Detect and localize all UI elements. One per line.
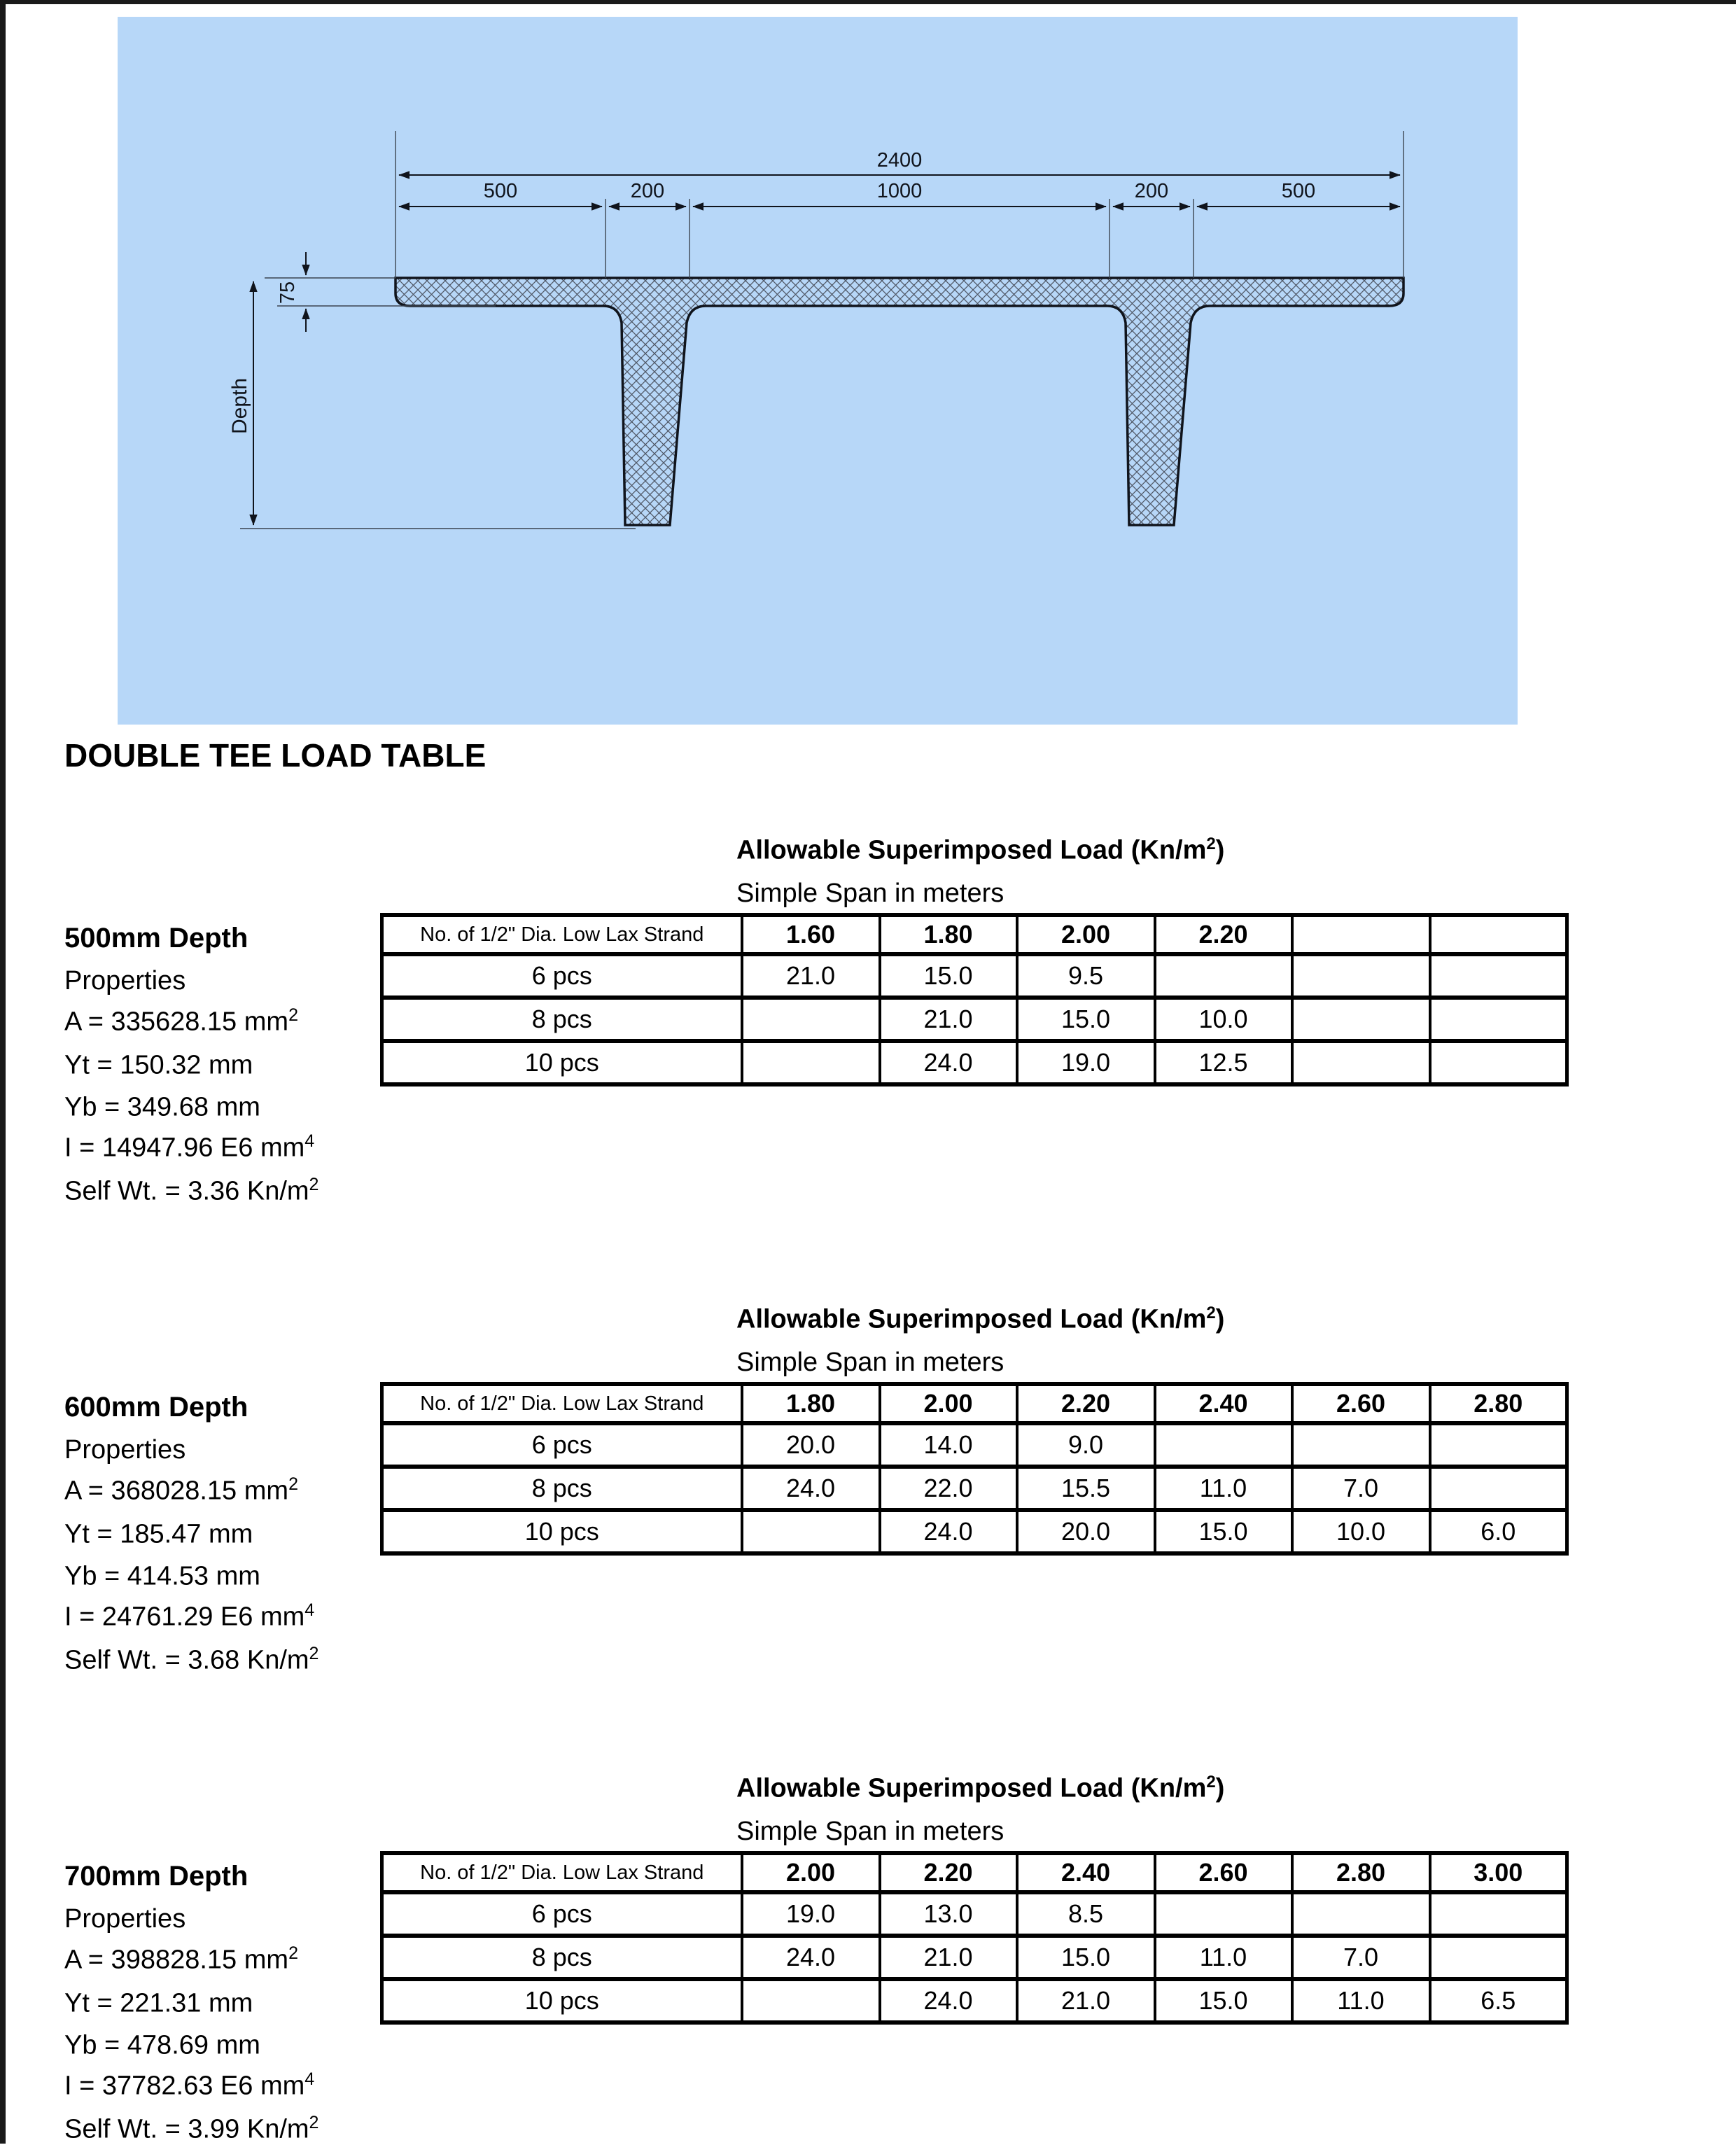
load-value-cell: 9.5 xyxy=(1017,954,1155,998)
span-length-header: 2.40 xyxy=(1155,1384,1292,1423)
load-value-cell: 20.0 xyxy=(742,1423,880,1467)
load-value-cell xyxy=(1292,1423,1430,1467)
property-text: I = 37782.63 E6 mm xyxy=(64,2071,305,2101)
property-text: Yb = 414.53 mm xyxy=(64,1561,260,1591)
properties-label: Properties xyxy=(64,1435,186,1465)
table-row xyxy=(382,1467,1567,1510)
property-sup: 4 xyxy=(304,2069,315,2089)
load-value-cell xyxy=(1292,1892,1430,1936)
dim-label-overhang-left: 500 xyxy=(483,180,518,202)
double-tee-cross-section-drawing xyxy=(118,17,1518,725)
load-heading-sup: 2 xyxy=(1206,834,1216,853)
property-line-inertia xyxy=(64,1600,314,1633)
load-value-cell: 24.0 xyxy=(880,1979,1017,2022)
span-length-header: 2.20 xyxy=(1017,1384,1155,1423)
table-header-row xyxy=(382,1853,1567,1892)
strand-count-cell: 8 pcs xyxy=(382,1467,742,1510)
load-value-cell: 21.0 xyxy=(742,954,880,998)
span-heading: Simple Span in meters xyxy=(736,1817,1004,1846)
load-heading-text: Allowable Superimposed Load (Kn/m xyxy=(736,1304,1207,1334)
load-value-cell: 10.0 xyxy=(1155,998,1292,1041)
load-value-cell: 6.5 xyxy=(1430,1979,1567,2022)
strand-count-cell: 8 pcs xyxy=(382,1936,742,1979)
load-value-cell: 12.5 xyxy=(1155,1041,1292,1084)
load-heading-sup: 2 xyxy=(1206,1773,1216,1791)
property-text: A = 335628.15 mm xyxy=(64,1007,289,1037)
load-table-500mm xyxy=(380,913,1569,1087)
load-value-cell: 21.0 xyxy=(880,1936,1017,1979)
load-heading-sup: 2 xyxy=(1206,1304,1216,1322)
table-row xyxy=(382,954,1567,998)
load-value-cell: 7.0 xyxy=(1292,1467,1430,1510)
span-heading: Simple Span in meters xyxy=(736,879,1004,908)
load-value-cell: 15.5 xyxy=(1017,1467,1155,1510)
property-line-inertia xyxy=(64,1131,314,1164)
property-line-inertia xyxy=(64,2069,314,2102)
span-length-header: 3.00 xyxy=(1430,1853,1567,1892)
load-value-cell: 19.0 xyxy=(742,1892,880,1936)
strand-count-cell: 8 pcs xyxy=(382,998,742,1041)
strand-count-cell: 10 pcs xyxy=(382,1041,742,1084)
load-heading-text: Allowable Superimposed Load (Kn/m xyxy=(736,1773,1207,1803)
load-heading-suffix: ) xyxy=(1215,835,1225,865)
strand-count-cell: 10 pcs xyxy=(382,1510,742,1553)
load-heading xyxy=(736,1773,1224,1804)
strand-count-cell: 6 pcs xyxy=(382,954,742,998)
property-text: I = 14947.96 E6 mm xyxy=(64,1133,305,1163)
load-value-cell: 20.0 xyxy=(1017,1510,1155,1553)
load-value-cell xyxy=(1430,1041,1567,1084)
property-text: Self Wt. = 3.68 Kn/m xyxy=(64,1645,309,1675)
property-text: I = 24761.29 E6 mm xyxy=(64,1602,305,1632)
span-length-header: 1.80 xyxy=(880,915,1017,954)
span-length-header: 2.20 xyxy=(1155,915,1292,954)
load-value-cell: 11.0 xyxy=(1155,1467,1292,1510)
load-value-cell xyxy=(1430,954,1567,998)
load-value-cell: 21.0 xyxy=(880,998,1017,1041)
property-text: Yt = 185.47 mm xyxy=(64,1519,253,1549)
property-line-yt xyxy=(64,1518,253,1550)
load-value-cell: 10.0 xyxy=(1292,1510,1430,1553)
depth-title: 500mm Depth xyxy=(64,923,248,953)
strand-count-cell: 10 pcs xyxy=(382,1979,742,2022)
load-value-cell: 9.0 xyxy=(1017,1423,1155,1467)
span-length-header: 2.60 xyxy=(1292,1384,1430,1423)
drawing-panel xyxy=(118,17,1518,725)
load-value-cell: 8.5 xyxy=(1017,1892,1155,1936)
load-value-cell xyxy=(1155,954,1292,998)
property-sup: 2 xyxy=(288,1943,298,1963)
property-line-yb xyxy=(64,1560,260,1592)
strand-count-cell: 6 pcs xyxy=(382,1892,742,1936)
load-value-cell: 24.0 xyxy=(880,1510,1017,1553)
load-value-cell xyxy=(1292,1041,1430,1084)
span-length-header: 1.80 xyxy=(742,1384,880,1423)
strand-count-cell: 6 pcs xyxy=(382,1423,742,1467)
properties-label: Properties xyxy=(64,1904,186,1934)
page-title: DOUBLE TEE LOAD TABLE xyxy=(64,737,486,774)
table-row xyxy=(382,1979,1567,2022)
span-length-header: 2.00 xyxy=(742,1853,880,1892)
load-value-cell xyxy=(1430,998,1567,1041)
span-length-header: 2.00 xyxy=(880,1384,1017,1423)
tee-shape xyxy=(396,278,1404,525)
property-text: A = 368028.15 mm xyxy=(64,1476,289,1506)
span-length-header: 1.60 xyxy=(742,915,880,954)
dim-label-flange-thickness: 75 xyxy=(276,281,299,305)
load-value-cell xyxy=(742,1979,880,2022)
span-length-header: 2.40 xyxy=(1017,1853,1155,1892)
properties-label: Properties xyxy=(64,966,186,995)
load-value-cell: 14.0 xyxy=(880,1423,1017,1467)
load-value-cell: 19.0 xyxy=(1017,1041,1155,1084)
span-length-header: 2.80 xyxy=(1292,1853,1430,1892)
span-length-header: 2.60 xyxy=(1155,1853,1292,1892)
table-row xyxy=(382,1936,1567,1979)
span-length-header: 2.20 xyxy=(880,1853,1017,1892)
span-length-header xyxy=(1430,915,1567,954)
load-value-cell: 15.0 xyxy=(1155,1510,1292,1553)
load-heading-suffix: ) xyxy=(1215,1304,1225,1334)
extension-lines xyxy=(240,131,1404,529)
table-row xyxy=(382,1041,1567,1084)
dim-label-leg-left: 200 xyxy=(630,180,665,202)
property-line-area xyxy=(64,1005,298,1037)
load-value-cell: 13.0 xyxy=(880,1892,1017,1936)
page-border-top xyxy=(0,0,1736,4)
dim-label-leg-right: 200 xyxy=(1134,180,1169,202)
property-text: Yb = 478.69 mm xyxy=(64,2030,260,2060)
load-heading-text: Allowable Superimposed Load (Kn/m xyxy=(736,835,1207,865)
load-value-cell: 11.0 xyxy=(1155,1936,1292,1979)
property-text: Yb = 349.68 mm xyxy=(64,1092,260,1122)
load-heading xyxy=(736,834,1224,866)
span-length-header: 2.80 xyxy=(1430,1384,1567,1423)
property-sup: 2 xyxy=(288,1474,298,1494)
load-value-cell: 21.0 xyxy=(1017,1979,1155,2022)
property-text: Yt = 150.32 mm xyxy=(64,1050,253,1080)
table-header-row xyxy=(382,1384,1567,1423)
property-sup: 4 xyxy=(304,1600,315,1620)
property-sup: 2 xyxy=(309,1644,319,1663)
depth-title: 700mm Depth xyxy=(64,1861,248,1892)
load-value-cell xyxy=(1430,1936,1567,1979)
load-value-cell: 7.0 xyxy=(1292,1936,1430,1979)
load-value-cell: 24.0 xyxy=(880,1041,1017,1084)
span-length-header xyxy=(1292,915,1430,954)
load-value-cell: 15.0 xyxy=(1017,998,1155,1041)
load-heading xyxy=(736,1304,1224,1335)
load-value-cell: 24.0 xyxy=(742,1467,880,1510)
load-value-cell xyxy=(1155,1892,1292,1936)
property-text: Yt = 221.31 mm xyxy=(64,1988,253,2018)
depth-title: 600mm Depth xyxy=(64,1392,248,1423)
strand-count-header: No. of 1/2" Dia. Low Lax Strand xyxy=(382,1384,742,1423)
load-value-cell: 15.0 xyxy=(880,954,1017,998)
load-value-cell xyxy=(1292,954,1430,998)
dim-label-center-span: 1000 xyxy=(876,180,923,202)
load-value-cell xyxy=(1430,1423,1567,1467)
load-table-600mm xyxy=(380,1382,1569,1556)
table-row xyxy=(382,1892,1567,1936)
dim-label-overhang-right: 500 xyxy=(1281,180,1316,202)
load-value-cell: 22.0 xyxy=(880,1467,1017,1510)
load-value-cell: 6.0 xyxy=(1430,1510,1567,1553)
property-line-yb xyxy=(64,2029,260,2061)
span-length-header: 2.00 xyxy=(1017,915,1155,954)
load-value-cell: 24.0 xyxy=(742,1936,880,1979)
load-value-cell xyxy=(1155,1423,1292,1467)
property-sup: 2 xyxy=(309,1175,319,1194)
property-sup: 4 xyxy=(304,1131,315,1151)
load-value-cell: 15.0 xyxy=(1155,1979,1292,2022)
property-line-yb xyxy=(64,1091,260,1123)
property-sup: 2 xyxy=(309,2113,319,2132)
table-row xyxy=(382,998,1567,1041)
property-line-selfweight xyxy=(64,1644,318,1676)
strand-count-header: No. of 1/2" Dia. Low Lax Strand xyxy=(382,1853,742,1892)
load-value-cell xyxy=(1292,998,1430,1041)
property-text: Self Wt. = 3.99 Kn/m xyxy=(64,2114,309,2144)
property-text: Self Wt. = 3.36 Kn/m xyxy=(64,1176,309,1206)
load-value-cell xyxy=(1430,1467,1567,1510)
property-line-yt xyxy=(64,1987,253,2019)
load-heading-suffix: ) xyxy=(1215,1773,1225,1803)
strand-count-header: No. of 1/2" Dia. Low Lax Strand xyxy=(382,915,742,954)
property-sup: 2 xyxy=(288,1005,298,1025)
load-value-cell xyxy=(1430,1892,1567,1936)
property-line-selfweight xyxy=(64,2113,318,2145)
property-line-selfweight xyxy=(64,1175,318,1207)
property-line-area xyxy=(64,1474,298,1507)
dim-label-depth: Depth xyxy=(228,377,251,435)
dimension-lines xyxy=(253,175,1400,525)
table-row xyxy=(382,1510,1567,1553)
property-line-area xyxy=(64,1943,298,1976)
table-header-row xyxy=(382,915,1567,954)
load-table-700mm xyxy=(380,1851,1569,2025)
load-value-cell xyxy=(742,1041,880,1084)
table-row xyxy=(382,1423,1567,1467)
load-value-cell xyxy=(742,998,880,1041)
span-heading: Simple Span in meters xyxy=(736,1348,1004,1377)
load-value-cell: 15.0 xyxy=(1017,1936,1155,1979)
property-text: A = 398828.15 mm xyxy=(64,1945,289,1975)
dim-label-total-width: 2400 xyxy=(876,149,923,172)
page-border-left xyxy=(0,0,6,2144)
load-value-cell: 11.0 xyxy=(1292,1979,1430,2022)
property-line-yt xyxy=(64,1049,253,1081)
load-value-cell xyxy=(742,1510,880,1553)
